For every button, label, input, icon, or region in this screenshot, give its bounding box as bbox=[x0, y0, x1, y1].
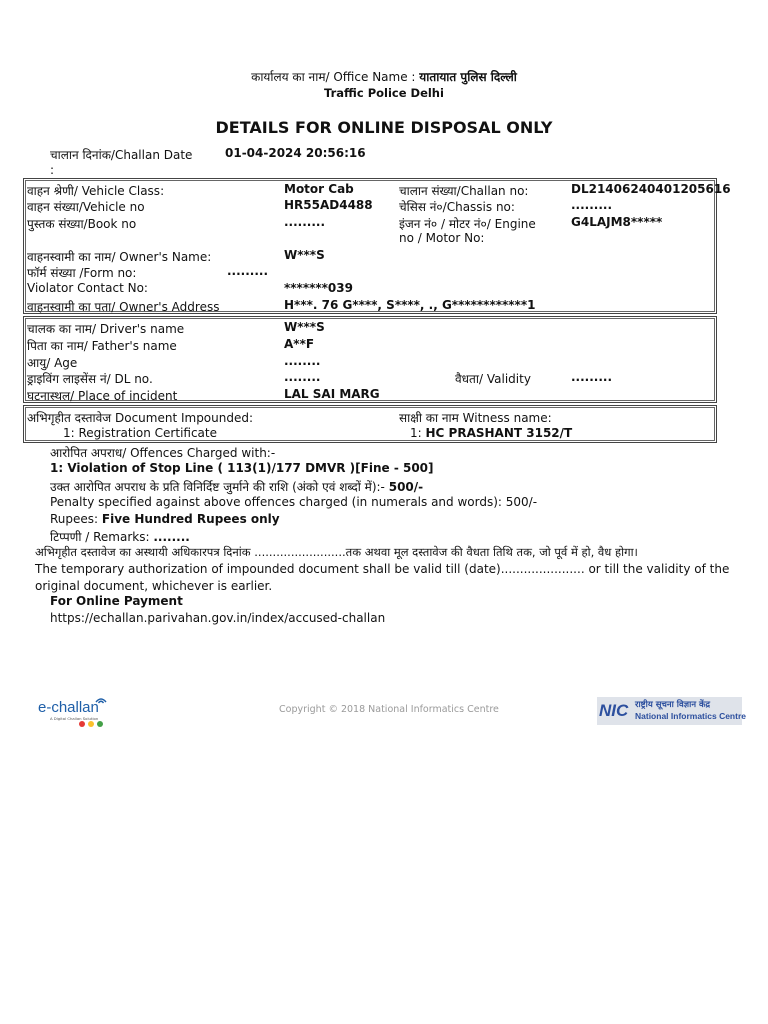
violation-item: 1: Violation of Stop Line ( 113(1)/177 DMVR )[Fine - 500] bbox=[50, 461, 434, 475]
page-title: DETAILS FOR ONLINE DISPOSAL ONLY bbox=[215, 118, 553, 137]
penalty-text: Penalty specified against above offences charged (in numerals and words): 500/- bbox=[50, 495, 538, 509]
echallan-logo bbox=[38, 694, 118, 730]
traffic-lights-icon bbox=[78, 720, 108, 728]
nic-logo bbox=[597, 697, 746, 725]
owner-address-label: वाहनस्वामी का पता/ Owner's Address bbox=[27, 300, 220, 314]
father-name-label: पिता का नाम/ Father's name bbox=[27, 339, 177, 353]
rupees-label: Rupees: bbox=[50, 512, 99, 526]
remarks-line bbox=[50, 528, 190, 545]
rupees-value: Five Hundred Rupees only bbox=[101, 512, 280, 526]
remarks-value: ........ bbox=[153, 530, 190, 544]
rupees-line bbox=[50, 512, 280, 526]
copyright-text: Copyright © 2018 National Informatics Centre bbox=[279, 704, 499, 715]
offences-charged-label: आरोपित अपराध/ Offences Charged with:- bbox=[50, 446, 276, 460]
witness-name-value: HC PRASHANT 3152/T bbox=[425, 426, 573, 440]
vehicle-no-label: वाहन संख्या/Vehicle no bbox=[27, 200, 145, 214]
nic-logo-mark: NIC bbox=[599, 701, 629, 720]
owner-name-label: वाहनस्वामी का नाम/ Owner's Name: bbox=[27, 250, 212, 264]
office-name-line bbox=[0, 68, 768, 85]
office-name-label: कार्यालय का नाम/ Office Name : bbox=[251, 70, 416, 84]
driver-name-label: चालक का नाम/ Driver's name bbox=[27, 322, 185, 336]
place-of-incident-value: LAL SAI MARG bbox=[284, 387, 380, 401]
nic-logo-hindi: राष्ट्रीय सूचना विज्ञान केंद्र bbox=[635, 700, 711, 710]
online-payment-url[interactable]: https://echallan.parivahan.gov.in/index/accused-challan bbox=[50, 611, 386, 625]
age-label: आयु/ Age bbox=[27, 356, 78, 370]
father-name-value: A**F bbox=[284, 337, 315, 351]
engine-no-label-line1: इंजन नं० / मोटर नं०/ Engine bbox=[399, 217, 536, 231]
witness-prefix: 1: bbox=[410, 426, 422, 440]
dl-no-value: ........ bbox=[284, 370, 321, 384]
fine-line bbox=[50, 478, 423, 495]
driver-name-value: W***S bbox=[284, 320, 325, 334]
challan-date-colon: : bbox=[50, 163, 55, 177]
owner-address-value: H***. 76 G****, S****, ., G************1 bbox=[284, 298, 536, 312]
age-value: ........ bbox=[284, 354, 321, 368]
office-name-value-hindi: यातायात पुलिस दिल्ली bbox=[419, 70, 517, 84]
dl-no-label: ड्राइविंग लाइसेंस नं/ DL no. bbox=[27, 372, 153, 386]
vehicle-class-value: Motor Cab bbox=[284, 182, 354, 196]
echallan-logo-subtext: A Digital Challan Solution bbox=[50, 716, 99, 721]
witness-name-line bbox=[410, 426, 572, 440]
book-no-label: पुस्तक संख्या/Book no bbox=[27, 217, 137, 231]
challan-no-value: DL21406240401205616 bbox=[571, 182, 731, 196]
echallan-logo-text: e-challan bbox=[38, 699, 99, 716]
vehicle-no-value: HR55AD4488 bbox=[284, 198, 373, 212]
hindi-validity-note: अभिगृहीत दस्तावेज का अस्थायी अधिकारपत्र दिनांक .........................तक अथवा मूल दस्तावेज की वैधता तिथि तक, जो पूर्व में हो, वैध होगा। bbox=[35, 545, 638, 559]
violator-contact-label: Violator Contact No: bbox=[27, 281, 148, 295]
challan-date-value: 01-04-2024 20:56:16 bbox=[225, 146, 366, 160]
challan-date-label: चालान दिनांक/Challan Date bbox=[50, 148, 193, 162]
online-payment-label: For Online Payment bbox=[50, 594, 183, 608]
validity-value: ......... bbox=[571, 370, 613, 384]
place-of-incident-label: घटनास्थल/ Place of incident bbox=[27, 389, 178, 403]
engine-no-label-line2: no / Motor No: bbox=[399, 231, 485, 245]
challan-no-label: चालान संख्या/Challan no: bbox=[399, 184, 529, 198]
validity-label: वैधता/ Validity bbox=[455, 372, 531, 386]
violator-contact-value: *******039 bbox=[284, 281, 353, 295]
document-impounded-item: 1: Registration Certificate bbox=[63, 426, 218, 440]
office-name-english: Traffic Police Delhi bbox=[324, 86, 444, 100]
engine-no-value: G4LAJM8***** bbox=[571, 215, 663, 229]
vehicle-class-label: वाहन श्रेणी/ Vehicle Class: bbox=[27, 184, 165, 198]
nic-logo-english: National Informatics Centre bbox=[635, 711, 746, 721]
form-no-label: फॉर्म संख्या /Form no: bbox=[27, 266, 137, 280]
chassis-no-label: चेसिस नं०/Chassis no: bbox=[399, 200, 515, 214]
fine-label: उक्त आरोपित अपराध के प्रति विनिर्दिष्ट जुर्माने की राशि (अंको एवं शब्दों में):- bbox=[50, 480, 385, 494]
book-no-value: ......... bbox=[284, 215, 326, 229]
document-impounded-label: अभिगृहीत दस्तावेज Document Impounded: bbox=[27, 411, 254, 425]
witness-name-label: साक्षी का नाम Witness name: bbox=[399, 411, 552, 425]
remarks-label: टिप्पणी / Remarks: bbox=[50, 530, 150, 544]
chassis-no-value: ......... bbox=[571, 198, 613, 212]
english-validity-note: The temporary authorization of impounded document shall be valid till (date)...................... or till the validity of the original document, whichever is earlier. bbox=[35, 562, 730, 593]
form-no-value: ......... bbox=[227, 264, 269, 278]
fine-value: 500/- bbox=[388, 480, 424, 494]
owner-name-value: W***S bbox=[284, 248, 325, 262]
